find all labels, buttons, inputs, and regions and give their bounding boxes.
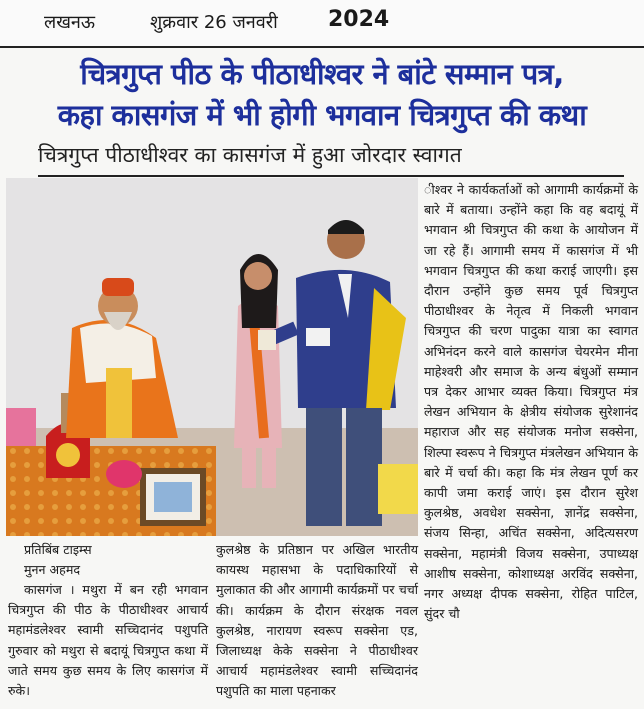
article-left-text: कासगंज । मथुरा में बन रही भगवान चित्रगुप्त की पीठ के पीठाधीश्वर आचार्य महामंडलेश्वर स्वामी सच्चिदानंद पशुपति गुरुवार को मथुरा से बदायूं चित्रगुप्त कथा में जाते समय कुछ समय के लिए कासगंज में रुके। — [8, 582, 208, 699]
byline-reporter: मुनन अहमद — [24, 562, 81, 577]
headline-line-2: कहा कासगंज में भी होगी भगवान चित्रगुप्त की कथा — [57, 98, 587, 132]
article-column-middle — [216, 540, 418, 702]
article-column-left — [8, 540, 208, 701]
subheadline — [38, 141, 624, 171]
subheadline-rule — [38, 175, 624, 177]
dateline-bar — [0, 0, 644, 48]
dateline-date: शुक्रवार 26 जनवरी — [150, 12, 278, 33]
headline-line-1: चित्रगुप्त पीठ के पीठाधीश्वर ने बांटे सम्मान पत्र, — [80, 57, 564, 91]
photo-illustration — [6, 178, 418, 536]
article-middle-text: कुलश्रेष्ठ के प्रतिष्ठान पर अखिल भारतीय कायस्थ महासभा के पदाधिकारियों से मुलाकात की और आगामी कार्यक्रमों पर चर्चा की। कार्यक्रम के दौरान संरक्षक नवल कुलश्रेष्ठ, नारायण स्वरूप सक्सेना एड, जिलाध्यक्ष केके सक्सेना ने पीठाधीश्वर आचार्य महामंडलेश्वर स्वामी सच्चिदानंद पशुपति का माला पहनाकर — [216, 542, 418, 699]
subheadline-text: चित्रगुप्त पीठाधीश्वर का कासगंज में हुआ जोरदार स्वागत — [38, 143, 462, 167]
article-column-right — [424, 180, 638, 624]
dateline-city: लखनऊ — [44, 12, 96, 33]
dateline-year: 2024 — [328, 7, 390, 32]
article-right-text: ीश्वर ने कार्यकर्ताओं को आगामी कार्यक्रमों के बारे में बताया। उन्होंने कहा कि वह बदायूं में भगवान श्री चित्रगुप्त की कथा के आयोजन में जा रहे हैं। आगामी समय में कासगंज में भी भगवान चित्रगुप्त की कथा कराई जाएगी। इस दौरान उन्होंने कुछ समय पूर्व चित्रगुप्त पीठाधीश्वर के नेतृत्व में निकली भगवान चित्रगुप्त की चरण पादुका यात्रा का स्वागत अभिनंदन करने वाले कासगंज चेयरमेन मीना माहेश्वरी और समाज के अन्य बंधुओं सम्मान पत्र देकर आभार व्यक्त किया। चित्रगुप्त मंत्र लेखन अभियान के क्षेत्रीय संयोजक सुरेशानंद महाराज और सह संयोजक मनोज सक्सेना, शिल्पा स्वरूप ने चित्रगुप्त मंत्रलेखन अभियान के बारे में चर्चा की। कहा कि मंत्र लेखन पूर्ण कर कापी जमा कराई जाएं। इस दौरान सुरेश कुलश्रेष्ठ, अवधेश सक्सेना, ज्ञानेंद्र सक्सेना, संजय सिन्हा, अचिंत सक्सेना, अदित्यसरण सक्सेना, महामंत्री विजय सक्सेना, उपाध्यक्ष आशीष सक्सेना, कोशाध्यक्ष अरविंद सक्सेना, नगर अध्यक्ष दीपक सक्सेना, रोहित पाटिल, सुंदर चौ — [424, 182, 638, 622]
news-photo — [6, 178, 418, 536]
byline-publication: प्रतिबिंब टाइम्स — [24, 542, 92, 557]
